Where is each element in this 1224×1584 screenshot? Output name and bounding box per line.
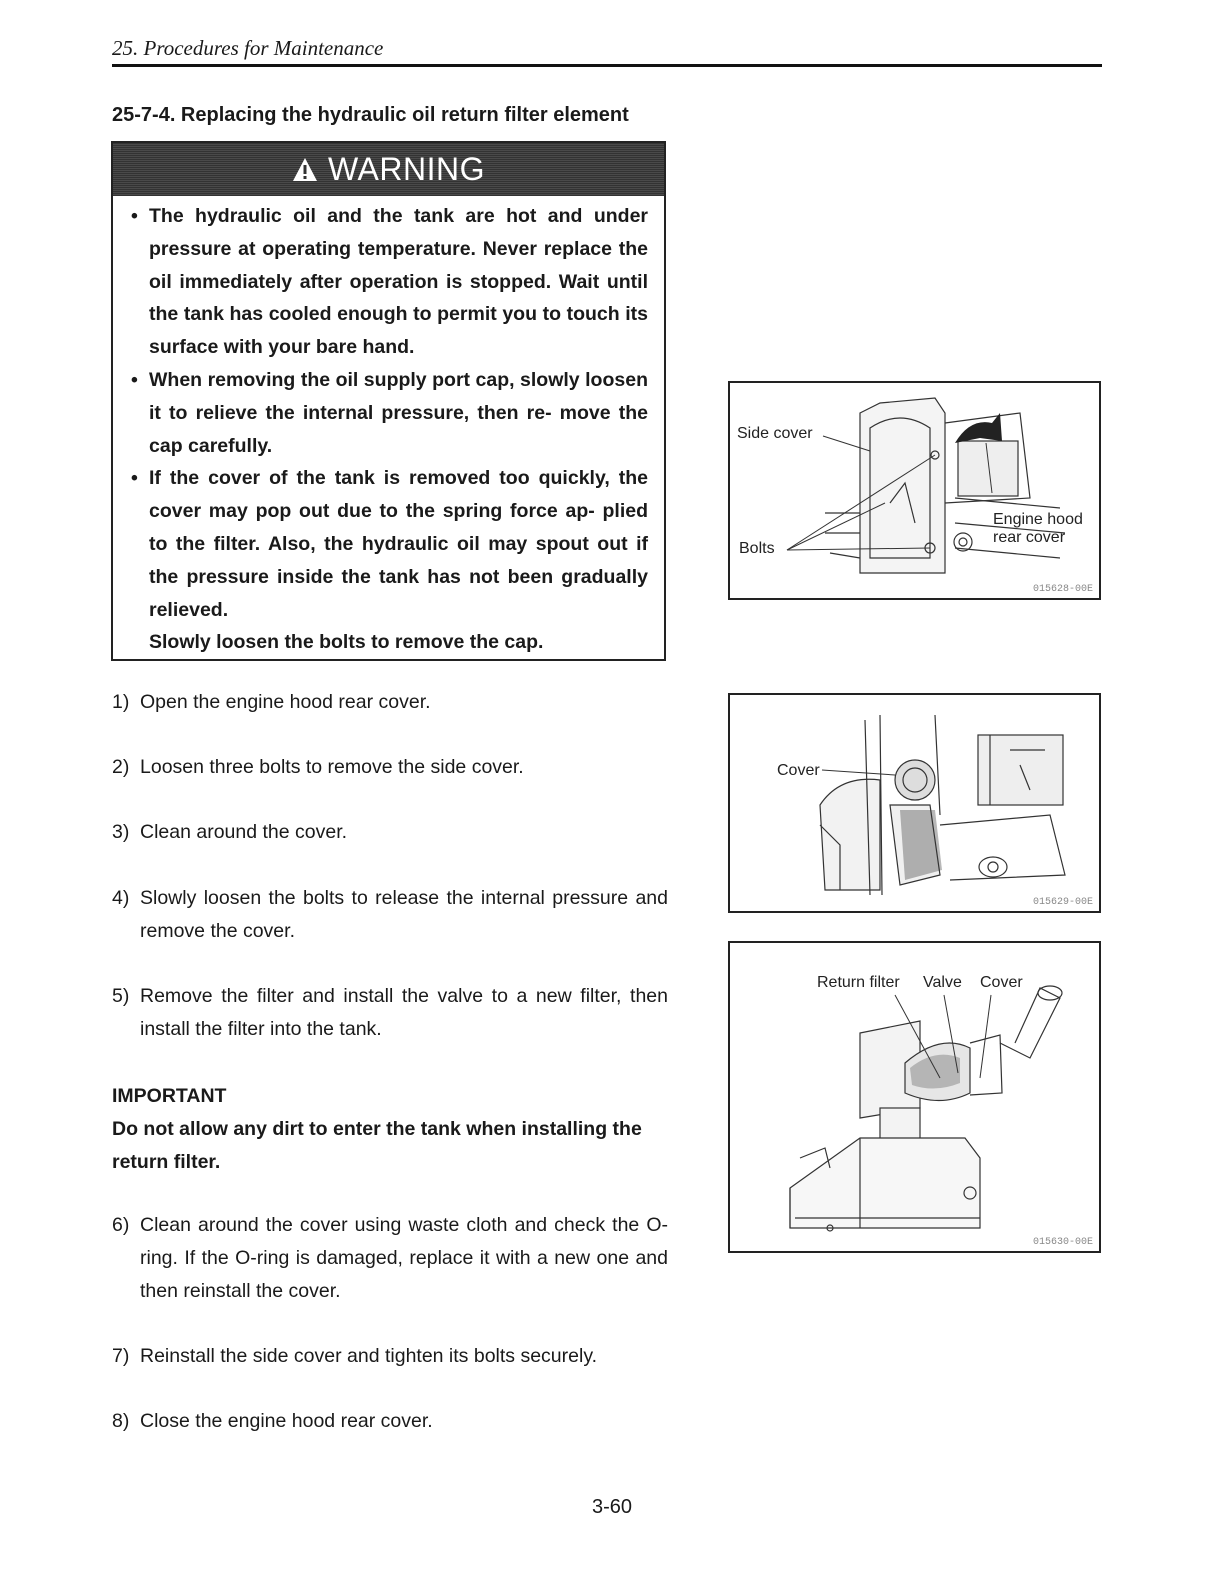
label-side-cover: Side cover (737, 425, 813, 442)
important-note (112, 1080, 672, 1178)
figure-cover (728, 693, 1101, 913)
label-cover: Cover (980, 974, 1023, 991)
step-number: 4) (112, 887, 130, 909)
label-cover: Cover (777, 762, 820, 779)
step-text: Clean around the cover using waste cloth and check the O-ring. If the O-ring is damaged, replace it with a new one and then reinstall the cover. (140, 1214, 668, 1302)
important-heading: IMPORTANT (112, 1085, 227, 1107)
label-rear-cover: rear cover (993, 529, 1066, 546)
step-text: Slowly loosen the bolts to release the internal pressure and remove the cover. (140, 887, 668, 942)
label-valve: Valve (923, 974, 962, 991)
label-bolts: Bolts (739, 540, 775, 557)
warning-banner (113, 143, 664, 196)
step-8 (112, 1405, 668, 1438)
figure-code: 015629-00E (1032, 897, 1093, 908)
warning-item: Slowly loosen the bolts to remove the cap. (149, 631, 544, 654)
step-1 (112, 686, 668, 719)
figure-code: 015628-00E (1032, 584, 1093, 595)
step-text: Reinstall the side cover and tighten its bolts securely. (140, 1345, 598, 1367)
step-text: Close the engine hood rear cover. (140, 1410, 433, 1432)
page-number: 3-60 (591, 1496, 633, 1518)
warning-box (111, 141, 666, 661)
step-number: 5) (112, 985, 130, 1007)
step-number: 8) (112, 1410, 130, 1432)
step-number: 2) (112, 756, 130, 778)
filter-cover-illustration (730, 695, 1099, 911)
engine-hood-illustration (730, 383, 1099, 598)
figure-side-cover (728, 381, 1101, 600)
step-text: Loosen three bolts to remove the side cover. (140, 756, 524, 778)
step-number: 6) (112, 1214, 130, 1236)
warning-banner-label: WARNING (328, 151, 485, 187)
step-7 (112, 1340, 668, 1373)
step-6 (112, 1209, 668, 1307)
hydraulic-tank-illustration (730, 943, 1099, 1251)
header-title: 25. Procedures for Maintenance (112, 36, 384, 60)
warning-triangle-icon (292, 157, 318, 183)
section-title: 25-7-4. Replacing the hydraulic oil return filter element (112, 104, 629, 126)
step-5 (112, 980, 668, 1046)
page-header (112, 36, 1102, 67)
step-3 (112, 816, 668, 849)
step-2 (112, 751, 668, 784)
step-4 (112, 882, 668, 948)
step-number: 1) (112, 691, 130, 713)
figure-code: 015630-00E (1032, 1237, 1093, 1248)
step-text: Clean around the cover. (140, 821, 348, 843)
warning-item: • If the cover of the tank is removed too quickly, the cover may pop out due to the spring force ap- plied to the filter. Also, the hydraulic oil may spout out if the pressure inside the tank has not been gradually relieved. (149, 462, 648, 626)
label-engine-hood: Engine hood (993, 511, 1083, 528)
warning-item: • When removing the oil supply port cap, slowly loosen it to relieve the internal pressure, then re- move the cap carefully. (149, 364, 648, 462)
label-return-filter: Return filter (817, 974, 900, 991)
step-text: Remove the filter and install the valve to a new filter, then install the filter into the tank. (140, 985, 668, 1040)
important-text: Do not allow any dirt to enter the tank when installing the return filter. (112, 1117, 642, 1173)
warning-item: • The hydraulic oil and the tank are hot and under pressure at operating temperature. Never replace the oil immediately after operation is stopped. Wait until the tank has cooled enough to permit you to touch its surface with your bare hand. (149, 200, 648, 364)
warning-list (113, 196, 664, 659)
figure-return-filter (728, 941, 1101, 1253)
step-number: 3) (112, 821, 130, 843)
step-text: Open the engine hood rear cover. (140, 691, 431, 713)
step-number: 7) (112, 1345, 130, 1367)
